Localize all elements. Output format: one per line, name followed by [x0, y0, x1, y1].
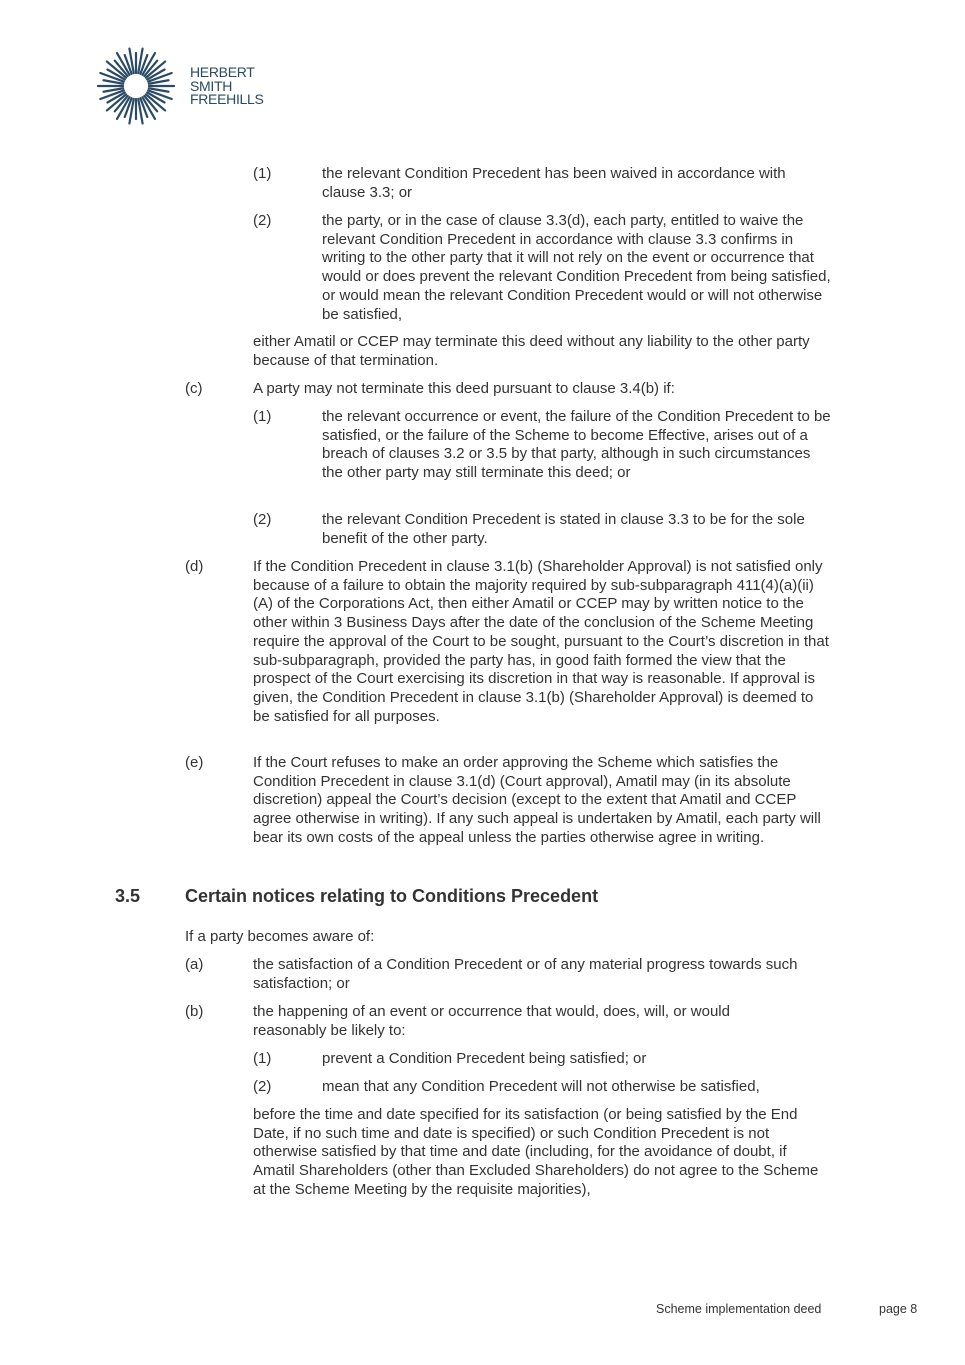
- subitem-text: the relevant occurrence or event, the failure of the Condition Precedent to be satisfied, or the failure of the Scheme to become Effective, arises out of a breach of clauses 3.2 or 3.5 by that party, although in such circumstances the other party may still terminate this deed; or: [322, 408, 831, 482]
- clause-number: (b): [185, 1003, 204, 1020]
- paragraph-text: before the time and date specified for its satisfaction (or being satisfied by the End Date, if no such time and date is specified) or such Condition Precedent is not otherwise satisfied by that time and date (including, for the avoidance of doubt, if Amatil Shareholders (other than Excluded Shareholders) do not agree to the Scheme at the Scheme Meeting by the requisite majorities),: [253, 1106, 819, 1198]
- sunburst-logo-icon: [96, 46, 176, 126]
- clause-text: the happening of an event or occurrence that would, does, will, or would reasonably be likely to:: [253, 1003, 730, 1039]
- clause-text: A party may not terminate this deed pursuant to clause 3.4(b) if:: [253, 380, 675, 397]
- subitem-number: (2): [253, 511, 272, 528]
- subitem-number: (1): [253, 165, 272, 182]
- logo-line-1: HERBERT: [190, 64, 255, 80]
- clause-text: If the Court refuses to make an order approving the Scheme which satisfies the Condition Precedent in clause 3.1(d) (Court approval), Amatil may (in its absolute discretion) appeal the Court’s decision (except to the extent that Amatil and CCEP agree otherwise in writing). If any such appeal is undertaken by Amatil, each party will bear its own costs of the appeal unless the parties otherwise agree in writing.: [253, 754, 821, 846]
- section-number: 3.5: [115, 886, 141, 906]
- logo-line-2: SMITH: [190, 77, 233, 94]
- footer-document-title: Scheme implementation deed: [656, 1302, 822, 1316]
- subitem-number: (2): [253, 212, 272, 229]
- clause-text: the satisfaction of a Condition Precedent or of any material progress towards such satisfaction; or: [253, 956, 798, 992]
- paragraph-text: If a party becomes aware of:: [185, 928, 375, 945]
- company-logo: [96, 46, 286, 126]
- subitem-text: the relevant Condition Precedent has been waived in accordance with clause 3.3; or: [322, 165, 786, 201]
- subitem-text: the party, or in the case of clause 3.3(d), each party, entitled to waive the relevant Condition Precedent in accordance with clause 3.3 confirms in writing to the other party that it will not rely on the event or occurrence that would or does prevent the relevant Condition Precedent from being satisfied, or would mean the relevant Condition Precedent would or will not otherwise be satisfied,: [322, 212, 831, 323]
- logo-wordmark: [190, 66, 264, 107]
- clause-number: (a): [185, 956, 204, 973]
- paragraph-text: either Amatil or CCEP may terminate this deed without any liability to the other party because of that termination.: [253, 333, 810, 369]
- clause-text: If the Condition Precedent in clause 3.1(b) (Shareholder Approval) is not satisfied only because of a failure to obtain the majority required by sub-subparagraph 411(4)(a)(ii)(A) of the Corporations Act, then either Amatil or CCEP may by written notice to the other within 3 Business Days after the date of the conclusion of the Scheme Meeting require the approval of the Court to be sought, pursuant to the Court’s discretion in that sub-subparagraph, provided the party has, in good faith formed the view that the prospect of the Court exercising its discretion in that way is reasonable. If approval is given, the Condition Precedent in clause 3.1(b) (Shareholder Approval) is deemed to be satisfied for all purposes.: [253, 558, 829, 725]
- subitem-text: prevent a Condition Precedent being satisfied; or: [322, 1050, 647, 1067]
- logo-line-3: FREEHILLS: [190, 91, 264, 107]
- clause-number: (e): [185, 754, 204, 771]
- subitem-text: the relevant Condition Precedent is stated in clause 3.3 to be for the sole benefit of the other party.: [322, 511, 805, 547]
- subitem-number: (2): [253, 1078, 272, 1095]
- subitem-number: (1): [253, 408, 272, 425]
- subitem-number: (1): [253, 1050, 272, 1067]
- subitem-text: mean that any Condition Precedent will not otherwise be satisfied,: [322, 1078, 760, 1095]
- section-heading: Certain notices relating to Conditions Precedent: [185, 886, 599, 906]
- footer-page-number: page 8: [879, 1302, 918, 1316]
- clause-number: (c): [185, 380, 203, 397]
- clause-number: (d): [185, 558, 204, 575]
